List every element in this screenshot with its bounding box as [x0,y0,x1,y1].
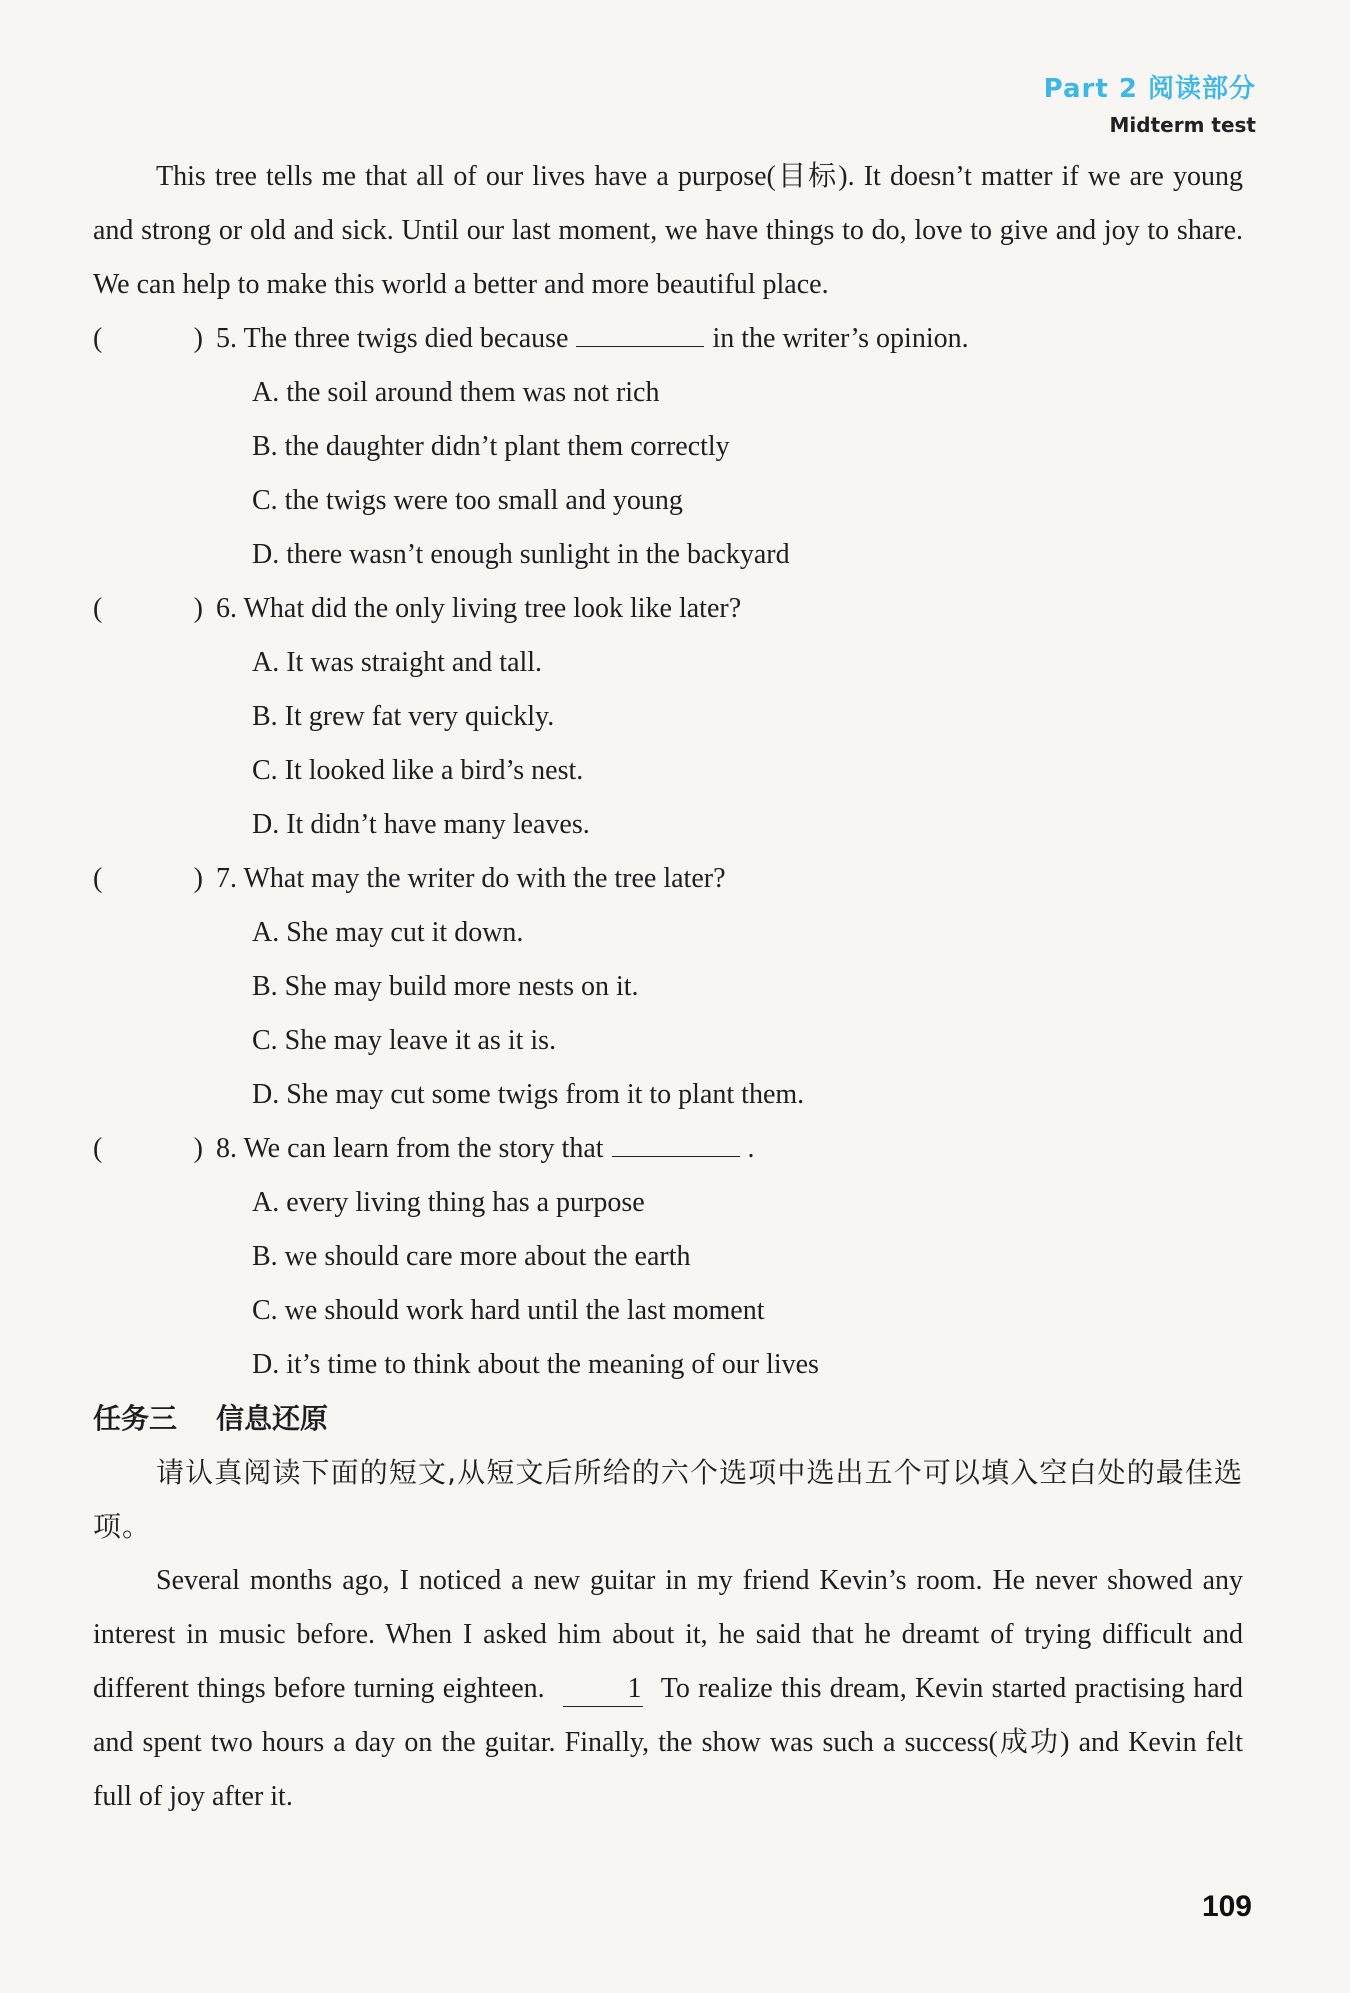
question-text: 7. What may the writer do with the tree later? [216,863,726,894]
passage-paragraph [93,1554,1243,1824]
option-6c: C. It looked like a bird’s nest. [252,755,584,786]
question-text: 8. We can learn from the story that . [210,1122,755,1176]
option-8b: B. we should care more about the earth [252,1241,691,1272]
intro-paragraph: This tree tells me that all of our lives have a purpose(目标). It doesn’t matter if we are young and strong or old and sick. Until our last moment, we have things to do, love to give and joy to share. We can help to make this world a better and more beautiful place. [93,161,1243,300]
question-8 [93,1122,1243,1176]
option-8c: C. we should work hard until the last moment [252,1295,765,1326]
passage-blank-1: 1 [563,1672,643,1707]
question-5 [93,312,1243,366]
section-instruction: 请认真阅读下面的短文,从短文后所给的六个选项中选出五个可以填入空白处的最佳选项。 [93,1456,1243,1543]
option-7a: A. She may cut it down. [252,917,524,948]
option-6d: D. It didn’t have many leaves. [252,809,590,840]
option-5a: A. the soil around them was not rich [252,377,660,408]
question-text: 5. The three twigs died because in the writer’s opinion. [210,312,969,366]
option-6a: A. It was straight and tall. [252,647,543,678]
fill-blank [612,1128,740,1157]
option-8d: D. it’s time to think about the meaning of our lives [252,1349,819,1380]
option-7c: C. She may leave it as it is. [252,1025,557,1056]
question-7 [93,852,1243,906]
page-content [93,150,1243,1824]
option-7b: B. She may build more nests on it. [252,971,639,1002]
option-5b: B. the daughter didn’t plant them correctly [252,431,730,462]
passage-part-2: To realize this dream, Kevin started practising hard and spent two hours a day on the guitar. Finally, the show was such a success(成功) and Kevin felt full of joy after it. [93,1673,1244,1812]
question-6 [93,582,1243,636]
section-title: 任务三 信息还原 [93,1402,328,1435]
option-8a: A. every living thing has a purpose [252,1187,645,1218]
option-5d: D. there wasn’t enough sunlight in the backyard [252,539,790,570]
question-text: 6. What did the only living tree look like later? [216,593,742,624]
passage-part-1: Several months ago, I noticed a new guitar in my friend Kevin’s room. He never showed any interest in music before. When I asked him about it, he said that he dreamt of trying difficult and different things before turning eighteen. [93,1565,1243,1704]
answer-bracket[interactable]: ( ) [93,1133,203,1164]
header-subtitle: Midterm test [1109,113,1256,137]
page-number: 109 [1201,1890,1252,1923]
page-header [1044,68,1256,137]
fill-blank [576,318,704,347]
answer-bracket[interactable]: ( ) [93,323,203,354]
option-6b: B. It grew fat very quickly. [252,701,555,732]
answer-bracket[interactable]: ( ) [93,593,203,624]
option-5c: C. the twigs were too small and young [252,485,683,516]
header-part-title: Part 2 阅读部分 [1043,74,1256,104]
answer-bracket[interactable]: ( ) [93,863,203,894]
option-7d: D. She may cut some twigs from it to plant them. [252,1079,805,1110]
